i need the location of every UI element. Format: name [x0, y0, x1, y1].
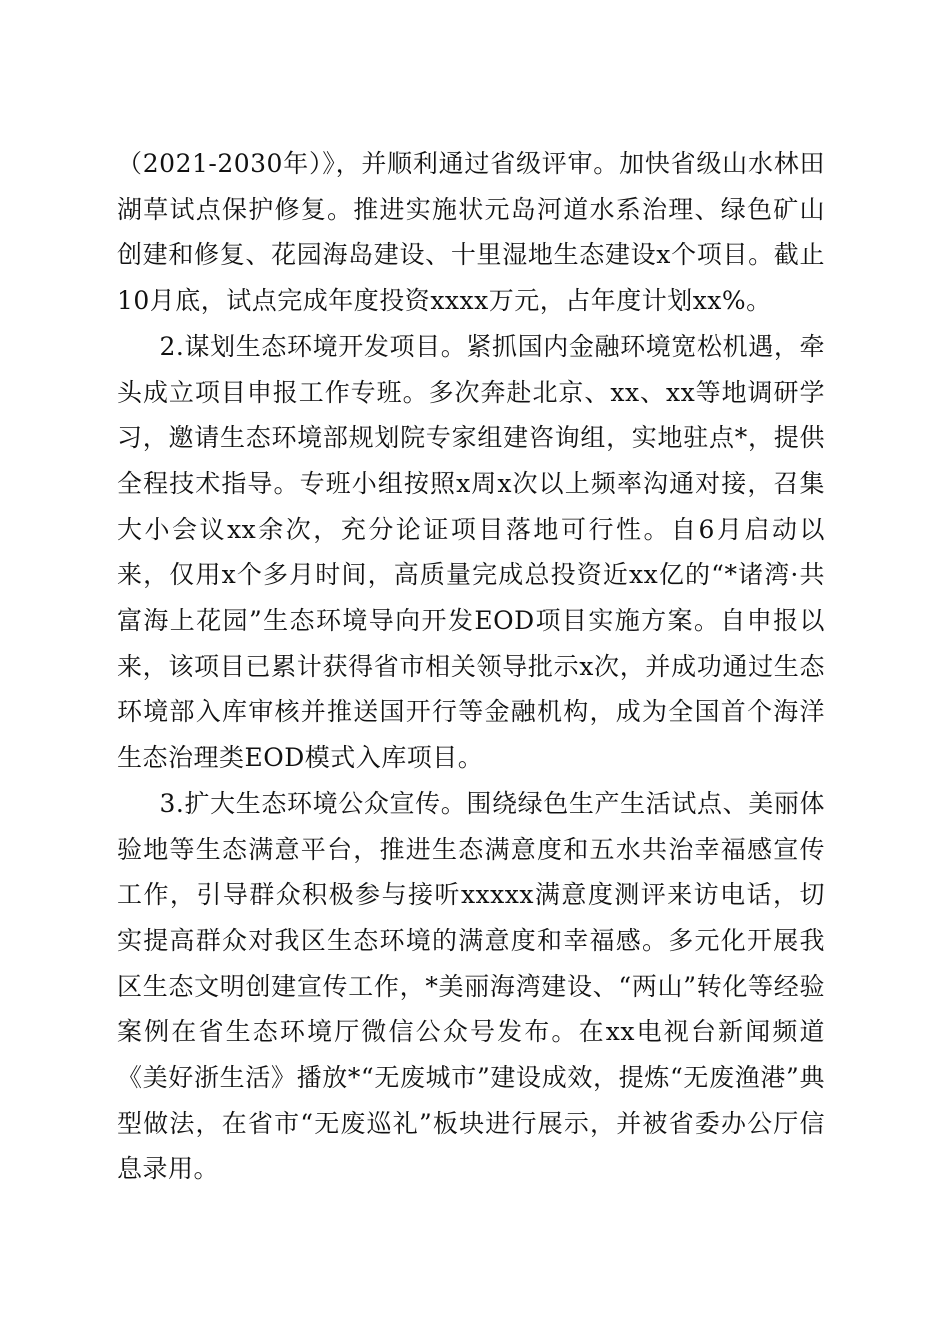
paragraph-item-3: 3.扩大生态环境公众宣传。围绕绿色生产生活试点、美丽体验地等生态满意平台，推进生态满意度和五水共治幸福感宣传工作，引导群众积极参与接听xxxxx满意度测评来访电话，切实提高群众对我区生态环境的满意度和幸福感。多元化开展我区生态文明创建宣传工作，*美丽海湾建设、“两山”转化等经验案例在省生态环境厅微信公众号发布。在xx电视台新闻频道《美好浙生活》播放*“无废城市”建设成效，提炼“无废渔港”典型做法，在省市“无废巡礼”板块进行展示，并被省委办公厅信息录用。	[117, 788, 825, 1184]
paragraph-continuation: （2021-2030年）》，并顺利通过省级评审。加快省级山水林田湖草试点保护修复。推进实施状元岛河道水系治理、绿色矿山创建和修复、花园海岛建设、十里湿地生态建设x个项目。截止10月底，试点完成年度投资xxxx万元，占年度计划xx%。	[117, 149, 825, 316]
document-body	[117, 141, 825, 1192]
paragraph-item-2: 2.谋划生态环境开发项目。紧抓国内金融环境宽松机遇，牵头成立项目申报工作专班。多次奔赴北京、xx、xx等地调研学习，邀请生态环境部规划院专家组建咨询组，实地驻点*，提供全程技术指导。专班小组按照x周x次以上频率沟通对接，召集大小会议xx余次，充分论证项目落地可行性。自6月启动以来，仅用x个多月时间，高质量完成总投资近xx亿的“*诸湾·共富海上花园”生态环境导向开发EOD项目实施方案。自申报以来，该项目已累计获得省市相关领导批示x次，并成功通过生态环境部入库审核并推送国开行等金融机构，成为全国首个海洋生态治理类EOD模式入库项目。	[117, 331, 825, 773]
